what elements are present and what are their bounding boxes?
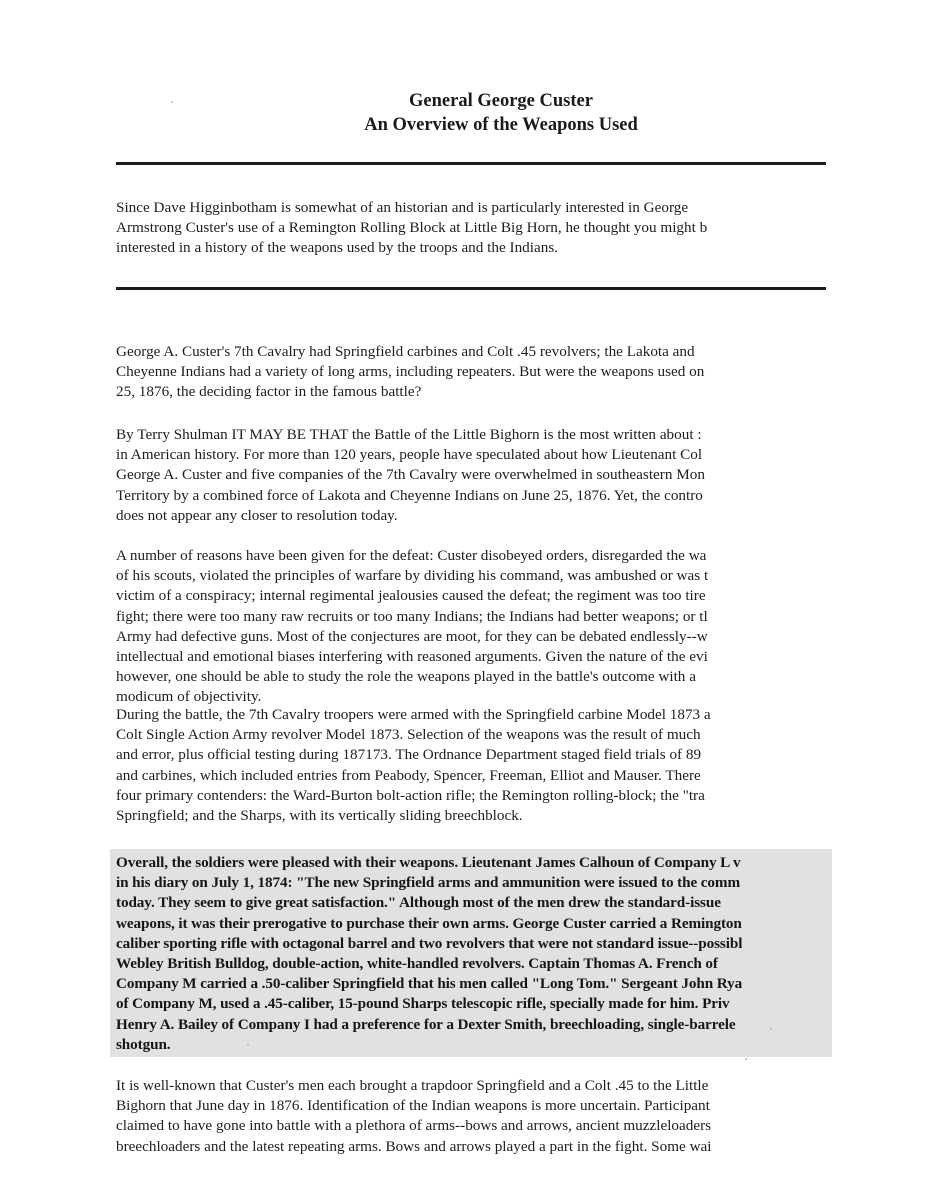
document-title: General George Custer <box>409 91 593 111</box>
text-line: and carbines, which included entries from Peabody, Spencer, Freeman, Elliot and Mauser. There <box>116 766 701 784</box>
text-line: Henry A. Bailey of Company I had a preference for a Dexter Smith, breechloading, single-barrele <box>116 1015 736 1033</box>
document-subtitle: An Overview of the Weapons Used <box>364 115 638 135</box>
scan-speck <box>247 1044 249 1046</box>
text-line: modicum of objectivity. <box>116 688 262 706</box>
text-line: victim of a conspiracy; internal regimental jealousies caused the defeat; the regiment was too tire <box>116 587 706 605</box>
text-line: A number of reasons have been given for the defeat: Custer disobeyed orders, disregarded the wa <box>116 547 707 564</box>
text-line: does not appear any closer to resolution today. <box>116 506 398 524</box>
text-line: Since Dave Higginbotham is somewhat of an historian and is particularly interested in George <box>116 199 689 216</box>
text-line: Armstrong Custer's use of a Remington Rolling Block at Little Big Horn, he thought you might b <box>116 219 708 237</box>
text-line: however, one should be able to study the role the weapons played in the battle's outcome with a <box>116 668 696 686</box>
text-line: 25, 1876, the deciding factor in the famous battle? <box>116 383 422 401</box>
text-line: caliber sporting rifle with octagonal barrel and two revolvers that were not standard issue--possibl <box>116 934 743 952</box>
text-line: of Company M, used a .45-caliber, 15-pound Sharps telescopic rifle, specially made for him. Priv <box>116 995 730 1013</box>
text-line: intellectual and emotional biases interfering with reasoned arguments. Given the nature of the evi <box>116 647 708 665</box>
scan-speck <box>745 1058 747 1060</box>
text-line: today. They seem to give great satisfaction." Although most of the men drew the standard-issue <box>116 894 721 912</box>
text-line: and error, plus official testing during 187173. The Ordnance Department staged field trials of 89 <box>116 746 702 764</box>
paragraph-indian-weapons <box>116 1076 927 1157</box>
text-line: fight; there were too many raw recruits or too many Indians; the Indians had better weapons; or tl <box>116 607 708 625</box>
text-line: of his scouts, violated the principles of warfare by dividing his command, was ambushed or was t <box>116 567 709 585</box>
scan-speck <box>770 1028 772 1030</box>
text-line: George A. Custer and five companies of the 7th Cavalry were overwhelmed in southeastern Mon <box>116 466 705 484</box>
paragraph-weapons-question <box>116 342 927 403</box>
text-line: claimed to have gone into battle with a plethora of arms--bows and arrows, ancient muzzleloaders <box>116 1117 712 1135</box>
text-line: Springfield; and the Sharps, with its vertically sliding breechblock. <box>116 806 523 824</box>
intro-paragraph <box>116 198 927 259</box>
text-line: Territory by a combined force of Lakota and Cheyenne Indians on June 25, 1876. Yet, the contro <box>116 486 703 504</box>
paragraph-battle-history <box>116 425 927 526</box>
top-divider <box>116 162 826 165</box>
intro-divider <box>116 287 826 290</box>
text-line: Bighorn that June day in 1876. Identification of the Indian weapons is more uncertain. Participant <box>116 1097 710 1115</box>
text-line: four primary contenders: the Ward-Burton bolt-action rifle; the Remington rolling-block; the "tra <box>116 786 705 804</box>
text-line: Cheyenne Indians had a variety of long arms, including repeaters. But were the weapons used on <box>116 363 705 381</box>
text-line: It is well-known that Custer's men each brought a trapdoor Springfield and a Colt .45 to the Little <box>116 1077 709 1094</box>
text-line: shotgun. <box>116 1035 171 1053</box>
text-line: breechloaders and the latest repeating arms. Bows and arrows played a part in the fight. Some wai <box>116 1137 712 1155</box>
text-line: Webley British Bulldog, double-action, white-handled revolvers. Captain Thomas A. French of <box>116 954 718 972</box>
text-line: Colt Single Action Army revolver Model 1873. Selection of the weapons was the result of much <box>116 726 701 744</box>
text-line: Army had defective guns. Most of the conjectures are moot, for they can be debated endlessly--w <box>116 627 708 645</box>
paragraph-cavalry-arms <box>116 705 927 826</box>
text-line: in his diary on July 1, 1874: "The new Springfield arms and ammunition were issued to the comm <box>116 874 741 892</box>
paragraph-soldier-weapons-highlighted <box>116 853 927 1055</box>
text-line: in American history. For more than 120 years, people have speculated about how Lieutenant Col <box>116 446 703 464</box>
text-line: George A. Custer's 7th Cavalry had Springfield carbines and Colt .45 revolvers; the Lakota and <box>116 343 695 360</box>
paragraph-defeat-reasons <box>116 546 927 708</box>
scan-speck <box>171 101 173 103</box>
text-line: During the battle, the 7th Cavalry troopers were armed with the Springfield carbine Model 1873 a <box>116 706 711 723</box>
text-line: interested in a history of the weapons used by the troops and the Indians. <box>116 239 559 257</box>
text-line: Company M carried a .50-caliber Springfield that his men called "Long Tom." Sergeant John Rya <box>116 975 743 993</box>
text-line: weapons, it was their prerogative to purchase their own arms. George Custer carried a Remington <box>116 914 742 932</box>
text-line: By Terry Shulman IT MAY BE THAT the Battle of the Little Bighorn is the most written about : <box>116 426 702 443</box>
text-line: Overall, the soldiers were pleased with their weapons. Lieutenant James Calhoun of Company L v <box>116 854 741 871</box>
